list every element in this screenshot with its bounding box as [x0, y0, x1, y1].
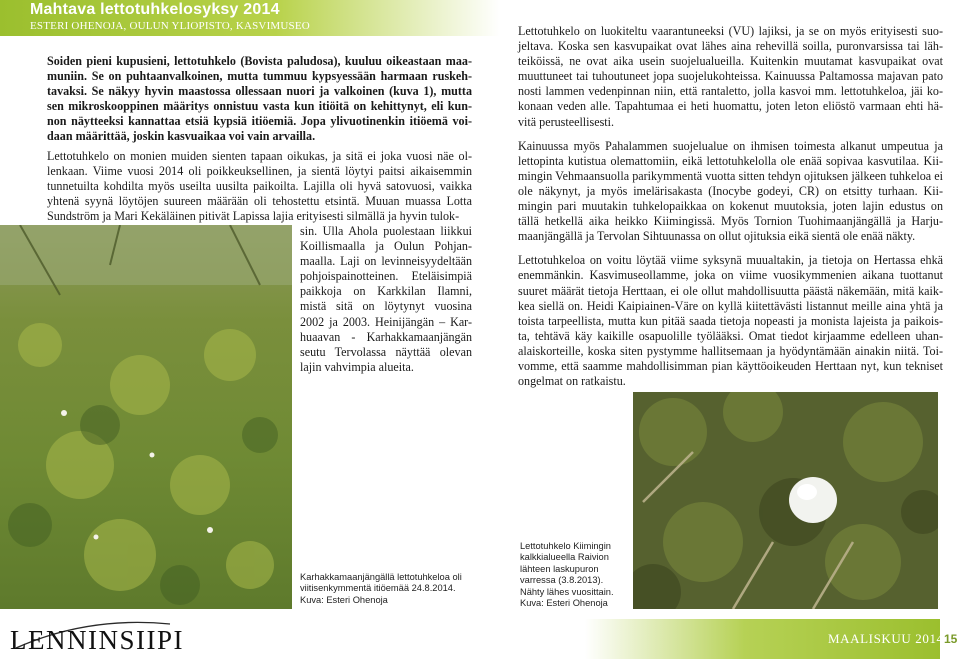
bog-photo-illustration: [0, 225, 292, 609]
body-paragraph: sin. Ulla Ahola puolestaan liikkui Koillismaalla ja Oulun Pohjan-maalla. Laji on levinneisyydeltään pohjoispainotteinen. Eteläisimpiä paikkoja on Karkkilan Ilamni, mistä sitä on löytynyt vuosina 2002 ja 2003. Heinijängän – Kar-huaavan - Karhakkamaanjängän seutu Tervolassa näyttää olevan lajin vahvimpia alueita.: [300, 224, 472, 374]
right-column: [518, 24, 943, 398]
body-paragraph: Lettotuhkelo on monien muiden sienten tapaan oikukas, ja sitä ei joka vuosi näe ol-lenkaan. Viime vuosi 2014 oli poikkeuksellinen, ja sientä löytyi paitsi aikaisemmin tunnetuilta kohdilta myös useilta uusilta paikoilta. Lajilla oli hyvä satovuosi, vaikka yhtenä syynä löytöjen suureen määrään oli tehostettu etsintä. Muuan muassa Lotta Sundström ja Mari Kekäläinen pitivät Lapissa lajia erityisesti silmällä ja hyvin tulok-: [47, 149, 472, 224]
magazine-logo-text: LENNINSIIPI: [10, 625, 184, 655]
photo-caption-left: Karhakkamaanjängällä lettotuhkeloa oli viitisenkymmentä itiöemää 24.8.2014. Kuva: Esteri Ohenoja: [300, 572, 462, 605]
body-paragraph: Kainuussa myös Pahalammen suojelualue on ihmisen toimesta alkanut umpeutua ja lettopinta kutistua olemattomiin, eikä lettotuhkelolla ole enää sopivaa kasvutilaa. Kii-mingin Vehmaansuolla parikymmentä vuotta sitten tehdyn ojituksen jälkeen tuhkeloa ei ole näkynyt, ja myös imelärisakasta (Inocybe godeyi, CR) on etsitty turhaan. Kii-mingin pari muutakin tuhkelopaikkaa on kokenut muutoksia, joten lajin edustus on tällä hetkellä aika heikko Kiimingissä. Myös Tornion Tuohimaanjängällä ja Harju-maanjängällä ja Tervolan Sihtuunassa on ollut ojituksia eikä sientä ole enää näkty.: [518, 138, 943, 244]
photo-caption-right: Lettotuhkelo Kiimingin kalkkialueella Raivion lähteen laskupuron varressa (3.8.2013). Nähty lähes vuosittain. Kuva: Esteri Ohenoja: [520, 541, 614, 609]
lead-text: Soiden pieni kupusieni, lettotuhkelo (Bovista paludosa), kuuluu oikeastaan maa-muniin. Se on puhtaanvalkoinen, mutta tummuu kypsyessään harmaan ruskeh-tavaksi. Se näkyy hyvin maastossa ollessaan nuori ja valkoinen (kuva 1), mutta sen mikroskooppinen määritys onnistuu vasta kun itiöitä on kehittynyt, eli kun-non näytteeksi kannattaa etsiä kypsiä itiöemiä. Jopa ylivuotinenkin itiöemä voi-daan määrittää, joskin kasvuaikaa voi vain arvailla.: [47, 54, 472, 144]
issue-date: MAALISKUU 2014: [828, 631, 944, 646]
article-author: ESTERI OHENOJA, OULUN YLIOPISTO, KASVIMUSEO: [30, 20, 310, 32]
photo-puffball: [633, 392, 938, 609]
lead-paragraph: [47, 54, 472, 153]
article-title: Mahtava lettotuhkelosyksy 2014: [30, 1, 280, 18]
puffball-photo-illustration: [633, 392, 938, 609]
body-paragraph: Lettotuhkelo on luokiteltu vaarantuneeksi (VU) lajiksi, ja se on myös erityisesti suo-jeltava. Koska sen kasvupaikat ovat lähes aina rehevillä soilla, puronvarsissa tai läh-teiköissä, ne ovat aika usein suojelualueilla. Kuitenkin muutamat kasvupaikat ovat muuttuneet tai tuhoutuneet jopa suojelukohteissa. Kainuussa Paltamossa majavan pato nosti lammen vedenpinnan niin, että rantaletto, jolla kasvoi mm. lettotuhkeloa, jäi ko-konaan veden alle. Tapahtumaa ei heti huomattu, joten leton eliöstö varmaan ehti hä-vitä perusteellisesti.: [518, 24, 943, 129]
body-paragraph: Lettotuhkeloa on voitu löytää viime syksynä muualtakin, ja tietoja on Hertassa ehkä enemmänkin. Kasvimuseollamme, joka on viime vuosikymmenien aikana tuottanut suuret määrät tietoja Herttaan, ei ole ollut mahdollisuutta päästä näkemään, mitä kaik-kea siellä on. Heidi Kaipiainen-Väre on kyllä kiitettävästi listannut meille aina yhtä ja toista tarpeellista, mutta kun pitää saada tietoja nopeasti ja monista lajeista ja paikois-ta, tehtävä käy kaikille osapuolille työlääksi. Omat tiedot kirjaamme edelleen uhan-alaiskorteille, koska siten pystymme hallitsemaan ja hyödyntämään ainakin niitä. Toi-vomme, että saamme mahdollisimman pian käyttöoikeuden Herttaan nyt, kun tekniset ongelmat on ratkaistu.: [518, 253, 943, 389]
wrapped-column: [300, 224, 472, 383]
page-number: 15: [944, 632, 958, 646]
photo-bog-fungi: [0, 225, 292, 609]
left-column: [47, 149, 472, 232]
